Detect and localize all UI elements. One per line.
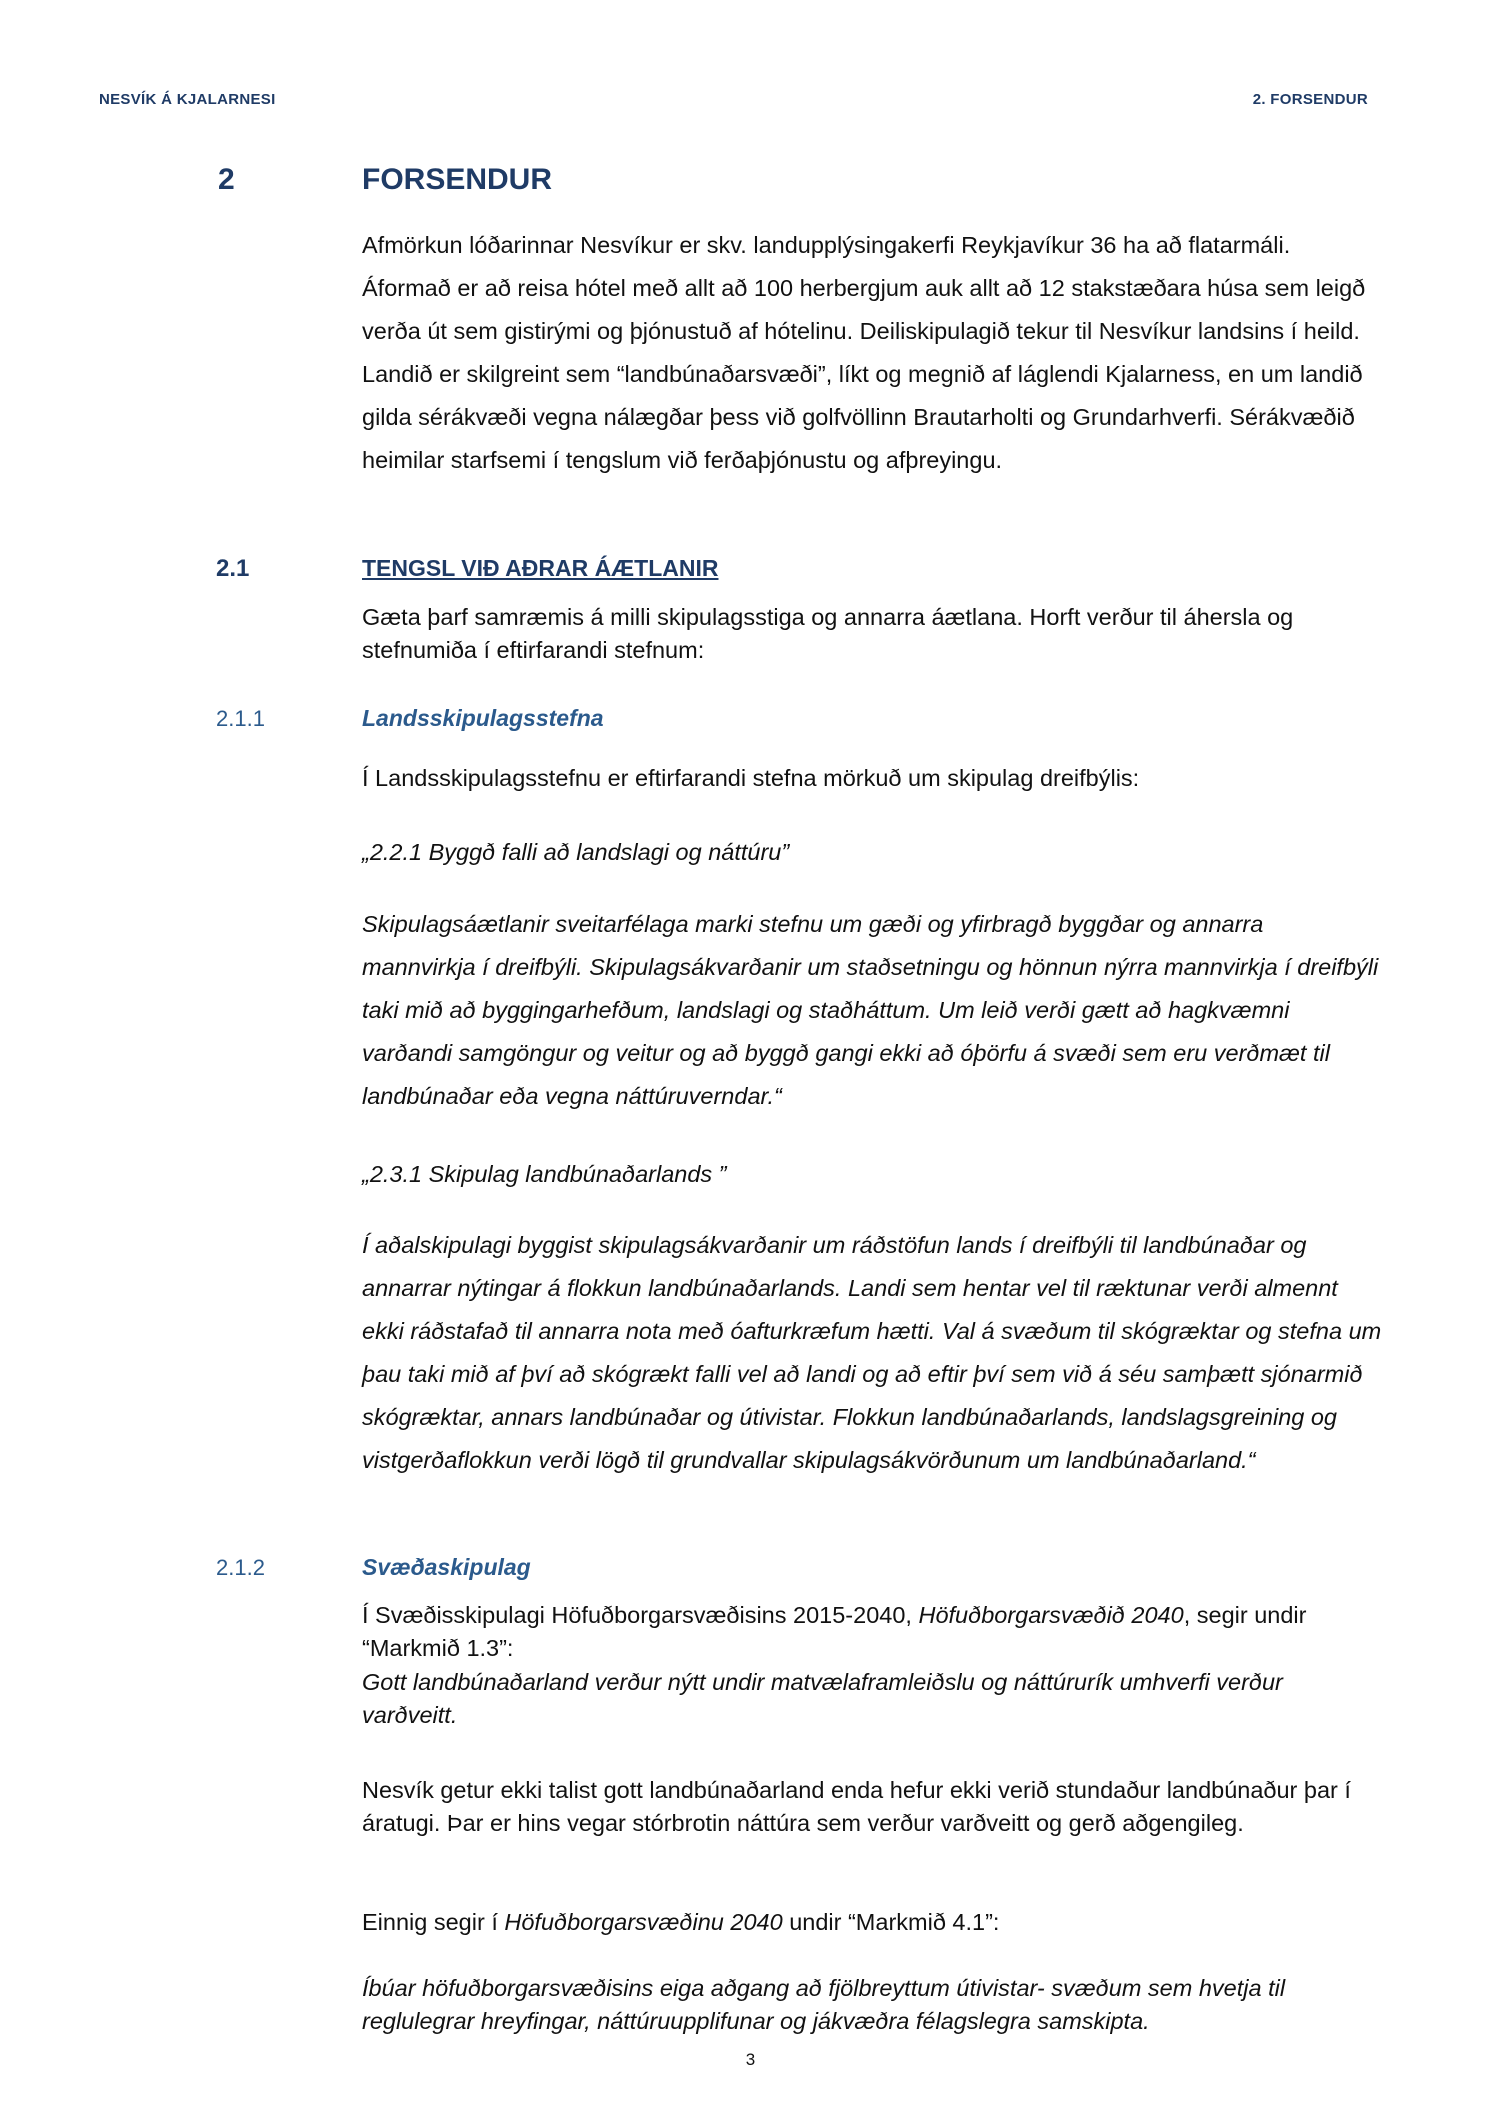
subsection-paragraph: Gæta þarf samræmis á milli skipulagsstiga og annarra áætlana. Horft verður til áhersla og stefnumiða í eftirfarandi stefnum: <box>362 604 1294 663</box>
running-header-left: NESVÍK Á KJALARNESI <box>99 91 276 108</box>
goal-41-paragraph <box>362 1906 1382 1939</box>
goal-41-plan-title: Höfuðborgarsvæðinu 2040 <box>504 1909 783 1935</box>
nesvik-paragraph: Nesvík getur ekki talist gott landbúnaðarland enda hefur ekki verið stundaður landbúnaður þar í áratugi. Þar er hins vegar stórbrotin náttúra sem verður varðveitt og gerð aðgengileg. <box>362 1777 1351 1836</box>
subsection-number: 2.1 <box>216 555 250 582</box>
subsubsection-number-2: 2.1.2 <box>216 1555 265 1580</box>
regional-plan-text-c: , segir undir “Markmið 1.3”: <box>362 1602 1307 1661</box>
section-number: 2 <box>218 163 235 196</box>
page-number: 3 <box>745 2050 756 2069</box>
goal-41-text-a: Einnig segir í <box>362 1909 505 1935</box>
section-intro-paragraph: Afmörkun lóðarinnar Nesvíkur er skv. landupplýsingakerfi Reykjavíkur 36 ha að flatarmáli. Áformað er að reisa hótel með allt að 100 herbergjum auk allt að 12 stakstæðara húsa sem leigð verða út sem gistirými og þjónustuð af hótelinu. Deiliskipulagið tekur til Nesvíkur landsins í heild. Landið er skilgreint sem “landbúnaðarsvæði”, líkt og megnið af láglendi Kjalarness, en um landið gilda sérákvæði vegna nálægðar þess við golfvöllinn Brautarholti og Grundarhverfi. Sérákvæðið heimilar starfsemi í tengslum við ferðaþjónustu og afþreyingu. <box>362 232 1366 473</box>
regional-plan-title: Höfuðborgarsvæðið 2040 <box>918 1602 1184 1628</box>
goal-41-text-c: undir “Markmið 4.1”: <box>782 1909 1000 1935</box>
regional-plan-text-a: Í Svæðisskipulagi Höfuðborgarsvæðisins 2015-2040, <box>362 1602 919 1628</box>
quote-text-2: Í aðalskipulagi byggist skipulagsákvarðanir um ráðstöfun lands í dreifbýli til landbúnaðar og annarrar nýtingar á flokkun landbúnaðarlands. Landi sem hentar vel til ræktunar verði almennt ekki ráðstafað til annarra nota með óafturkræfum hætti. Val á svæðum til skógræktar og stefna um þau taki mið af því að skógrækt falli vel að landi og að eftir því sem við á séu samþætt sjónarmið skógræktar, annars landbúnaðar og útivistar. Flokkun landbúnaðarlands, landslagsgreining og vistgerðaflokkun verði lögð til grundvallar skipulagsákvörðunum um landbúnaðarland.“ <box>362 1232 1382 1473</box>
subsubsection-number-1: 2.1.1 <box>216 706 265 731</box>
running-header-right: 2. FORSENDUR <box>1252 91 1368 108</box>
regional-plan-paragraph <box>362 1599 1382 1665</box>
regional-plan-quote-1: Gott landbúnaðarland verður nýtt undir matvælaframleiðslu og náttúrurík umhverfi verður varðveitt. <box>362 1669 1283 1728</box>
quote-title-2: „2.3.1 Skipulag landbúnaðarlands ” <box>362 1161 727 1187</box>
subsubsection-title-2: Svæðaskipulag <box>362 1554 531 1580</box>
policy-intro-paragraph: Í Landsskipulagsstefnu er eftirfarandi stefna mörkuð um skipulag dreifbýlis: <box>362 765 1140 791</box>
subsubsection-title-1: Landsskipulagsstefna <box>362 705 604 731</box>
regional-plan-quote-2: Íbúar höfuðborgarsvæðisins eiga aðgang að fjölbreyttum útivistar- svæðum sem hvetja til reglulegrar hreyfingar, náttúruupplifunar og jákvæðra félagslegra samskipta. <box>362 1975 1286 2034</box>
subsection-title: TENGSL VIÐ AÐRAR ÁÆTLANIR <box>362 555 719 581</box>
quote-text-1: Skipulagsáætlanir sveitarfélaga marki stefnu um gæði og yfirbragð byggðar og annarra mannvirkja í dreifbýli. Skipulagsákvarðanir um staðsetningu og hönnun nýrra mannvirkja í dreifbýli taki mið að byggingarhefðum, landslagi og staðháttum. Um leið verði gætt að hagkvæmni varðandi samgöngur og veitur og að byggð gangi ekki að óþörfu á svæði sem eru verðmæt til landbúnaðar eða vegna náttúruverndar.“ <box>362 911 1379 1109</box>
quote-title-1: „2.2.1 Byggð falli að landslagi og náttúru” <box>362 839 790 865</box>
section-title: FORSENDUR <box>362 163 553 196</box>
